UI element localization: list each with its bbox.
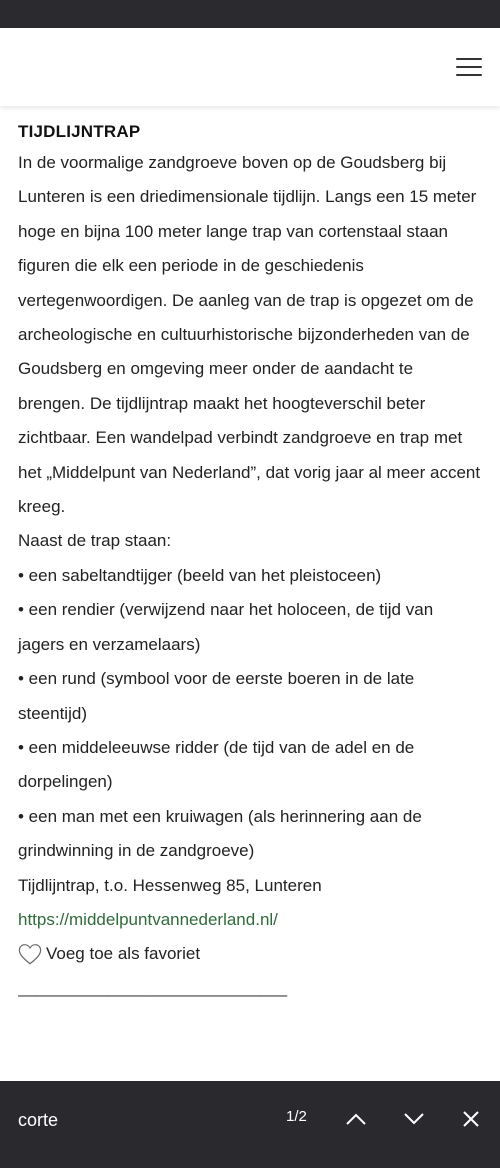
heart-outline-icon: [17, 941, 43, 967]
next-match-button[interactable]: [396, 1101, 432, 1137]
status-bar: [0, 0, 500, 28]
menu-line: [456, 74, 482, 76]
close-find-button[interactable]: [453, 1101, 489, 1137]
list-item: • een sabeltandtijger (beeld van het pleistoceen): [18, 565, 382, 585]
find-in-page-bar: [0, 1081, 500, 1168]
menu-line: [456, 58, 482, 60]
chevron-down-icon: [403, 1112, 425, 1126]
address-line: Tijdlijntrap, t.o. Hessenweg 85, Lunteren: [18, 875, 322, 895]
favorite-button[interactable]: [18, 937, 484, 971]
list-item: • een middeleeuwse ridder (de tijd van de adel en de dorpelingen): [18, 737, 415, 792]
separator-line: ______________________________: [18, 978, 287, 998]
article-paragraph: Naast de trap staan:: [18, 531, 172, 551]
hamburger-menu-icon[interactable]: [456, 56, 482, 78]
find-input[interactable]: [18, 1105, 218, 1135]
chevron-up-icon: [345, 1112, 367, 1126]
article-paragraph: In de voormalige zandgroeve boven op de Goudsberg bij Lunteren is een driedimensionale tijdlijn. Langs een 15 meter hoge en bijna 100 meter lange trap van cortenstaal staan figuren die elk een periode in de geschiedenis vertegenwoordigen. De aanleg van de trap is opgezet om de archeologische en cultuurhistorische bijzonderheden van de Goudsberg en omgeving meer onder de aandacht te brengen. De tijdlijntrap maakt het hoogteverschil beter zichtbaar. Een wandelpad verbindt zandgroeve en trap met het „Middelpunt van Nederland”, dat vorig jaar al meer accent kreeg.: [18, 153, 481, 517]
website-link[interactable]: https://middelpuntvannederland.nl/: [18, 909, 278, 929]
list-item: • een rendier (verwijzend naar het holoceen, de tijd van jagers en verzamelaars): [18, 600, 434, 654]
menu-line: [456, 66, 482, 68]
article-title: TIJDLIJNTRAP: [18, 122, 141, 141]
match-count: 1/2: [286, 1108, 307, 1125]
app-header: [0, 28, 500, 106]
favorite-label: Voeg toe als favoriet: [46, 944, 201, 964]
article-body: [18, 146, 484, 937]
article-content: [18, 118, 484, 1005]
previous-match-button[interactable]: [338, 1101, 374, 1137]
list-item: • een rund (symbool voor de eerste boeren in de late steentijd): [18, 669, 415, 723]
close-icon: [462, 1110, 480, 1128]
list-item: • een man met een kruiwagen (als herinnering aan de grindwinning in de zandgroeve): [18, 806, 422, 861]
